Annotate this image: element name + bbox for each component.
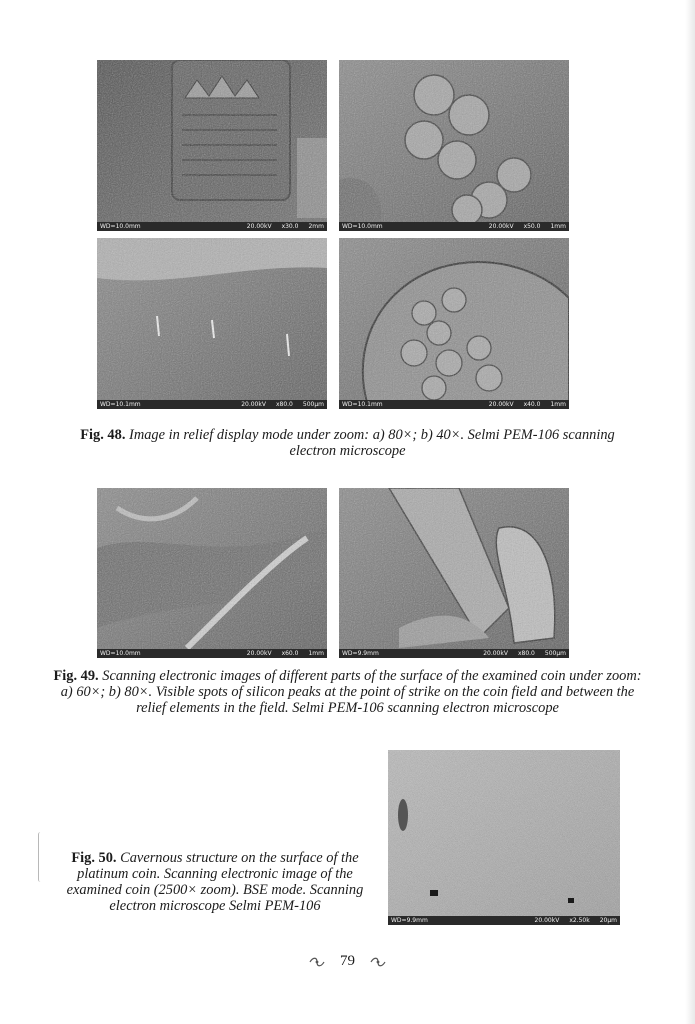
page-binding-mark — [38, 832, 43, 882]
figure-caption-text: Scanning electronic images of different parts of the surface of the examined coin under zoom: a) 60×; b) 80×. Visible spots of silicon peaks at the point of strike on the coin field and between the relief elements in the field. Selmi PEM-106 scanning electron microscope — [60, 668, 642, 716]
fig48-panel-c-sem-image — [97, 238, 327, 409]
figure-label: Fig. 49. — [53, 668, 99, 684]
sem-voltage: 20.00kV — [241, 401, 266, 408]
figure-label: Fig. 48. — [80, 427, 126, 443]
sem-scale: 1mm — [550, 223, 566, 230]
sem-scale: 1mm — [550, 401, 566, 408]
page-number: 79 — [340, 953, 355, 969]
sem-magnification: x40.0 — [523, 401, 541, 408]
sem-data-bar — [339, 400, 569, 409]
sem-working-distance: WD=10.1mm — [342, 401, 383, 408]
sem-working-distance: WD=9.9mm — [391, 917, 428, 924]
figure-caption-48 — [60, 427, 635, 459]
sem-voltage: 20.00kV — [246, 223, 272, 230]
sem-voltage: 20.00kV — [483, 650, 508, 657]
sem-scale: 500µm — [302, 401, 324, 408]
sem-voltage: 20.00kV — [488, 401, 514, 408]
sem-scale: 20µm — [599, 917, 617, 924]
sem-scale: 1mm — [308, 650, 324, 657]
sem-working-distance: WD=10.0mm — [342, 223, 383, 230]
page-edge-shadow — [685, 0, 695, 1024]
sem-working-distance: WD=10.0mm — [100, 223, 141, 230]
sem-magnification: x2.50k — [569, 917, 590, 924]
sem-scale: 500µm — [544, 650, 566, 657]
sem-voltage: 20.00kV — [246, 650, 272, 657]
sem-magnification: x30.0 — [281, 223, 299, 230]
fig48-panel-a-sem-image — [97, 60, 327, 231]
sem-data-bar — [97, 400, 327, 409]
sem-data-bar — [339, 649, 569, 658]
figure-caption-text: Cavernous structure on the surface of the platinum coin. Scanning electronic image of the examined coin (2500× zoom). BSE mode. Scanning electron microscope Selmi PEM-106 — [66, 850, 364, 914]
fig48-panel-d-sem-image — [339, 238, 569, 409]
sem-voltage: 20.00kV — [534, 917, 560, 924]
sem-magnification: x50.0 — [523, 223, 541, 230]
sem-working-distance: WD=9.9mm — [342, 650, 379, 657]
sem-magnification: x60.0 — [281, 650, 299, 657]
sem-working-distance: WD=10.1mm — [100, 401, 141, 408]
sem-scale: 2mm — [308, 223, 324, 230]
sem-data-bar — [97, 649, 327, 658]
sem-magnification: x80.0 — [517, 650, 535, 657]
sem-voltage: 20.00kV — [488, 223, 514, 230]
sem-data-bar — [339, 222, 569, 231]
sem-magnification: x80.0 — [275, 401, 293, 408]
figure-caption-50 — [55, 850, 375, 914]
figure-label: Fig. 50. — [71, 850, 117, 866]
ornament-right-icon — [369, 955, 387, 969]
figure-caption-text: Image in relief display mode under zoom: a) 80×; b) 40×. Selmi PEM-106 scanning electron microscope — [129, 427, 615, 459]
fig49-panel-a-sem-image — [97, 488, 327, 658]
fig49-panel-b-sem-image — [339, 488, 569, 658]
page-footer — [0, 953, 695, 970]
fig48-panel-b-sem-image — [339, 60, 569, 231]
fig50-sem-image — [388, 750, 620, 925]
sem-data-bar — [97, 222, 327, 231]
ornament-left-icon — [308, 955, 326, 969]
sem-working-distance: WD=10.0mm — [100, 650, 141, 657]
figure-caption-49 — [50, 668, 645, 716]
sem-data-bar — [388, 916, 620, 925]
